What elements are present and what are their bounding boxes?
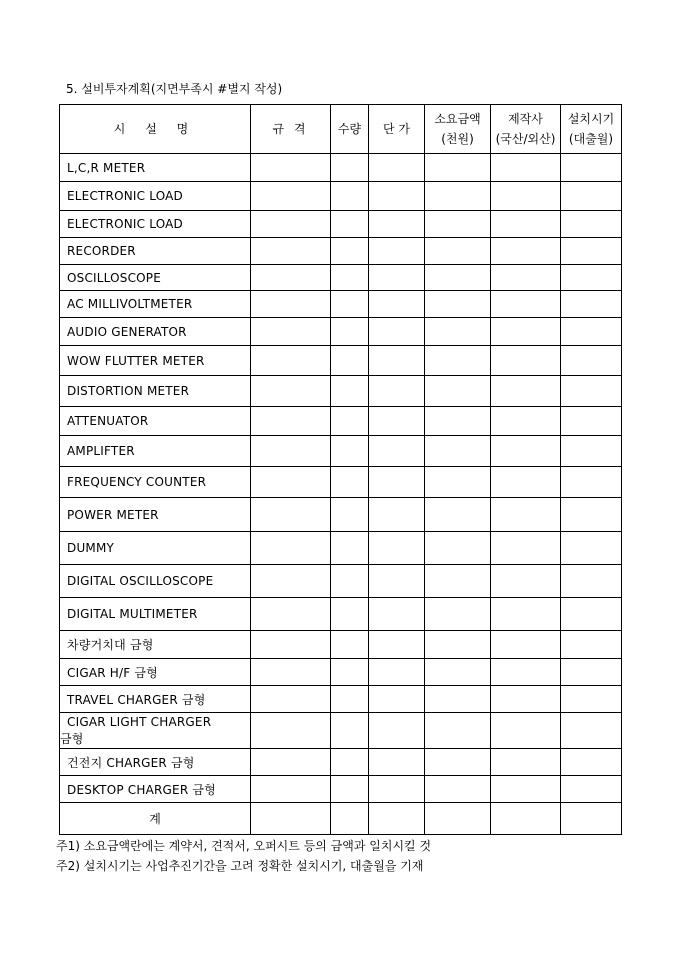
install-time-cell[interactable]	[561, 154, 622, 182]
table-row	[60, 154, 622, 182]
maker-cell[interactable]	[491, 436, 561, 467]
facility-name-cell: DIGITAL OSCILLOSCOPE	[60, 565, 251, 598]
install-time-cell[interactable]	[561, 749, 622, 776]
unit-price-cell[interactable]	[369, 631, 425, 659]
unit-price-cell[interactable]	[369, 318, 425, 346]
facility-name-cell	[60, 713, 251, 749]
facility-name-line2: 금형	[60, 731, 84, 746]
spec-cell[interactable]	[251, 182, 331, 211]
qty-cell[interactable]	[331, 407, 369, 436]
table-header-row	[60, 105, 622, 154]
maker-cell[interactable]	[491, 498, 561, 532]
unit-price-cell[interactable]	[369, 436, 425, 467]
spec-cell[interactable]	[251, 803, 331, 835]
qty-cell[interactable]	[331, 346, 369, 376]
header-install-time: 설치시기 (대출월)	[561, 105, 622, 154]
amount-cell[interactable]	[425, 407, 491, 436]
install-time-cell[interactable]	[561, 407, 622, 436]
facility-name-cell: CIGAR H/F 금형	[60, 659, 251, 686]
facility-name-cell: 차량거치대 금형	[60, 631, 251, 659]
maker-cell[interactable]	[491, 154, 561, 182]
install-time-cell[interactable]	[561, 686, 622, 713]
header-qty: 수량	[331, 105, 369, 154]
maker-cell[interactable]	[491, 318, 561, 346]
amount-cell[interactable]	[425, 803, 491, 835]
note-2: 주2) 설치시기는 사업추진기간을 고려 정확한 설치시기, 대출월을 기재	[56, 859, 424, 873]
spec-cell[interactable]	[251, 318, 331, 346]
install-time-cell[interactable]	[561, 631, 622, 659]
install-time-cell[interactable]	[561, 467, 622, 498]
table-row	[60, 318, 622, 346]
amount-cell[interactable]	[425, 291, 491, 318]
facility-name-cell: L,C,R METER	[60, 154, 251, 182]
amount-cell[interactable]	[425, 211, 491, 238]
install-time-cell[interactable]	[561, 713, 622, 749]
qty-cell[interactable]	[331, 749, 369, 776]
facility-name-cell: RECORDER	[60, 238, 251, 265]
facility-name-cell: AMPLIFTER	[60, 436, 251, 467]
spec-cell[interactable]	[251, 631, 331, 659]
spec-cell[interactable]	[251, 565, 331, 598]
maker-cell[interactable]	[491, 467, 561, 498]
install-time-cell[interactable]	[561, 346, 622, 376]
unit-price-cell[interactable]	[369, 238, 425, 265]
table-row	[60, 211, 622, 238]
install-time-cell[interactable]	[561, 238, 622, 265]
table-row	[60, 659, 622, 686]
amount-cell[interactable]	[425, 467, 491, 498]
spec-cell[interactable]	[251, 211, 331, 238]
maker-cell[interactable]	[491, 803, 561, 835]
table-row	[60, 776, 622, 803]
unit-price-cell[interactable]	[369, 265, 425, 291]
install-time-cell[interactable]	[561, 659, 622, 686]
unit-price-cell[interactable]	[369, 498, 425, 532]
amount-cell[interactable]	[425, 498, 491, 532]
spec-cell[interactable]	[251, 659, 331, 686]
facility-name-cell: POWER METER	[60, 498, 251, 532]
spec-cell[interactable]	[251, 776, 331, 803]
table-row	[60, 376, 622, 407]
unit-price-cell[interactable]	[369, 376, 425, 407]
qty-cell[interactable]	[331, 291, 369, 318]
amount-cell[interactable]	[425, 265, 491, 291]
install-time-cell[interactable]	[561, 598, 622, 631]
header-spec: 규 격	[251, 105, 331, 154]
unit-price-cell[interactable]	[369, 467, 425, 498]
unit-price-cell[interactable]	[369, 659, 425, 686]
facility-name-cell: AC MILLIVOLTMETER	[60, 291, 251, 318]
qty-cell[interactable]	[331, 532, 369, 565]
install-time-cell[interactable]	[561, 803, 622, 835]
install-time-cell[interactable]	[561, 182, 622, 211]
amount-cell[interactable]	[425, 532, 491, 565]
facility-name-cell: ELECTRONIC LOAD	[60, 211, 251, 238]
amount-cell[interactable]	[425, 659, 491, 686]
spec-cell[interactable]	[251, 376, 331, 407]
qty-cell[interactable]	[331, 154, 369, 182]
qty-cell[interactable]	[331, 565, 369, 598]
table-row	[60, 598, 622, 631]
facility-name-cell: TRAVEL CHARGER 금형	[60, 686, 251, 713]
unit-price-cell[interactable]	[369, 686, 425, 713]
amount-cell[interactable]	[425, 436, 491, 467]
header-amount: 소요금액 (천원)	[425, 105, 491, 154]
install-time-cell[interactable]	[561, 532, 622, 565]
table-row	[60, 346, 622, 376]
install-time-cell[interactable]	[561, 776, 622, 803]
maker-cell[interactable]	[491, 265, 561, 291]
unit-price-cell[interactable]	[369, 565, 425, 598]
maker-cell[interactable]	[491, 598, 561, 631]
facility-name-cell: ELECTRONIC LOAD	[60, 182, 251, 211]
facility-name-cell: OSCILLOSCOPE	[60, 265, 251, 291]
unit-price-cell[interactable]	[369, 532, 425, 565]
spec-cell[interactable]	[251, 713, 331, 749]
amount-cell[interactable]	[425, 238, 491, 265]
unit-price-cell[interactable]	[369, 713, 425, 749]
install-time-cell[interactable]	[561, 376, 622, 407]
install-time-cell[interactable]	[561, 211, 622, 238]
facility-name-cell: DIGITAL MULTIMETER	[60, 598, 251, 631]
maker-cell[interactable]	[491, 376, 561, 407]
qty-cell[interactable]	[331, 686, 369, 713]
amount-cell[interactable]	[425, 346, 491, 376]
amount-cell[interactable]	[425, 565, 491, 598]
spec-cell[interactable]	[251, 467, 331, 498]
qty-cell[interactable]	[331, 713, 369, 749]
qty-cell[interactable]	[331, 211, 369, 238]
spec-cell[interactable]	[251, 532, 331, 565]
spec-cell[interactable]	[251, 407, 331, 436]
amount-cell[interactable]	[425, 376, 491, 407]
unit-price-cell[interactable]	[369, 182, 425, 211]
table-row	[60, 532, 622, 565]
qty-cell[interactable]	[331, 376, 369, 407]
facility-name-cell: ATTENUATOR	[60, 407, 251, 436]
unit-price-cell[interactable]	[369, 598, 425, 631]
spec-cell[interactable]	[251, 291, 331, 318]
note-1: 주1) 소요금액란에는 계약서, 견적서, 오퍼시트 등의 금액과 일치시킬 것	[56, 839, 432, 853]
amount-cell[interactable]	[425, 713, 491, 749]
header-maker: 제작사 (국산/외산)	[491, 105, 561, 154]
install-time-cell[interactable]	[561, 565, 622, 598]
spec-cell[interactable]	[251, 498, 331, 532]
spec-cell[interactable]	[251, 346, 331, 376]
maker-cell[interactable]	[491, 182, 561, 211]
unit-price-cell[interactable]	[369, 407, 425, 436]
notes	[56, 836, 431, 876]
equipment-investment-table	[59, 104, 622, 835]
spec-cell[interactable]	[251, 265, 331, 291]
unit-price-cell[interactable]	[369, 154, 425, 182]
facility-name-cell: AUDIO GENERATOR	[60, 318, 251, 346]
header-name: 시 설 명	[60, 105, 251, 154]
qty-cell[interactable]	[331, 467, 369, 498]
install-time-cell[interactable]	[561, 498, 622, 532]
maker-cell[interactable]	[491, 211, 561, 238]
table-row	[60, 686, 622, 713]
facility-name-line1: CIGAR LIGHT CHARGER	[67, 714, 212, 729]
spec-cell[interactable]	[251, 686, 331, 713]
maker-cell[interactable]	[491, 346, 561, 376]
amount-cell[interactable]	[425, 598, 491, 631]
maker-cell[interactable]	[491, 532, 561, 565]
amount-cell[interactable]	[425, 182, 491, 211]
facility-name-cell: DUMMY	[60, 532, 251, 565]
qty-cell[interactable]	[331, 498, 369, 532]
qty-cell[interactable]	[331, 631, 369, 659]
maker-cell[interactable]	[491, 749, 561, 776]
unit-price-cell[interactable]	[369, 346, 425, 376]
qty-cell[interactable]	[331, 318, 369, 346]
maker-cell[interactable]	[491, 631, 561, 659]
qty-cell[interactable]	[331, 598, 369, 631]
maker-cell[interactable]	[491, 238, 561, 265]
amount-cell[interactable]	[425, 749, 491, 776]
section-title: 5. 설비투자계획(지면부족시 #별지 작성)	[66, 82, 283, 96]
spec-cell[interactable]	[251, 154, 331, 182]
facility-name-cell: 건전지 CHARGER 금형	[60, 749, 251, 776]
total-row	[60, 803, 622, 835]
amount-cell[interactable]	[425, 631, 491, 659]
qty-cell[interactable]	[331, 182, 369, 211]
qty-cell[interactable]	[331, 265, 369, 291]
spec-cell[interactable]	[251, 749, 331, 776]
unit-price-cell[interactable]	[369, 776, 425, 803]
unit-price-cell[interactable]	[369, 291, 425, 318]
qty-cell[interactable]	[331, 776, 369, 803]
amount-cell[interactable]	[425, 686, 491, 713]
total-label: 계	[60, 803, 251, 835]
qty-cell[interactable]	[331, 238, 369, 265]
facility-name-cell: FREQUENCY COUNTER	[60, 467, 251, 498]
table-row	[60, 407, 622, 436]
spec-cell[interactable]	[251, 436, 331, 467]
install-time-cell[interactable]	[561, 436, 622, 467]
qty-cell[interactable]	[331, 436, 369, 467]
table-row	[60, 265, 622, 291]
unit-price-cell[interactable]	[369, 211, 425, 238]
table-row	[60, 291, 622, 318]
maker-cell[interactable]	[491, 291, 561, 318]
maker-cell[interactable]	[491, 713, 561, 749]
qty-cell[interactable]	[331, 659, 369, 686]
facility-name-cell: DISTORTION METER	[60, 376, 251, 407]
maker-cell[interactable]	[491, 686, 561, 713]
install-time-cell[interactable]	[561, 291, 622, 318]
install-time-cell[interactable]	[561, 318, 622, 346]
unit-price-cell[interactable]	[369, 803, 425, 835]
amount-cell[interactable]	[425, 776, 491, 803]
table-row	[60, 467, 622, 498]
qty-cell[interactable]	[331, 803, 369, 835]
facility-name-cell: WOW FLUTTER METER	[60, 346, 251, 376]
table-row	[60, 713, 622, 749]
table-row	[60, 238, 622, 265]
table-row	[60, 498, 622, 532]
amount-cell[interactable]	[425, 318, 491, 346]
table-row	[60, 631, 622, 659]
unit-price-cell[interactable]	[369, 749, 425, 776]
table-row	[60, 436, 622, 467]
amount-cell[interactable]	[425, 154, 491, 182]
table-row	[60, 565, 622, 598]
spec-cell[interactable]	[251, 238, 331, 265]
maker-cell[interactable]	[491, 407, 561, 436]
maker-cell[interactable]	[491, 565, 561, 598]
spec-cell[interactable]	[251, 598, 331, 631]
install-time-cell[interactable]	[561, 265, 622, 291]
table-row	[60, 182, 622, 211]
facility-name-cell: DESKTOP CHARGER 금형	[60, 776, 251, 803]
maker-cell[interactable]	[491, 776, 561, 803]
maker-cell[interactable]	[491, 659, 561, 686]
header-unit-price: 단 가	[369, 105, 425, 154]
table-row	[60, 749, 622, 776]
